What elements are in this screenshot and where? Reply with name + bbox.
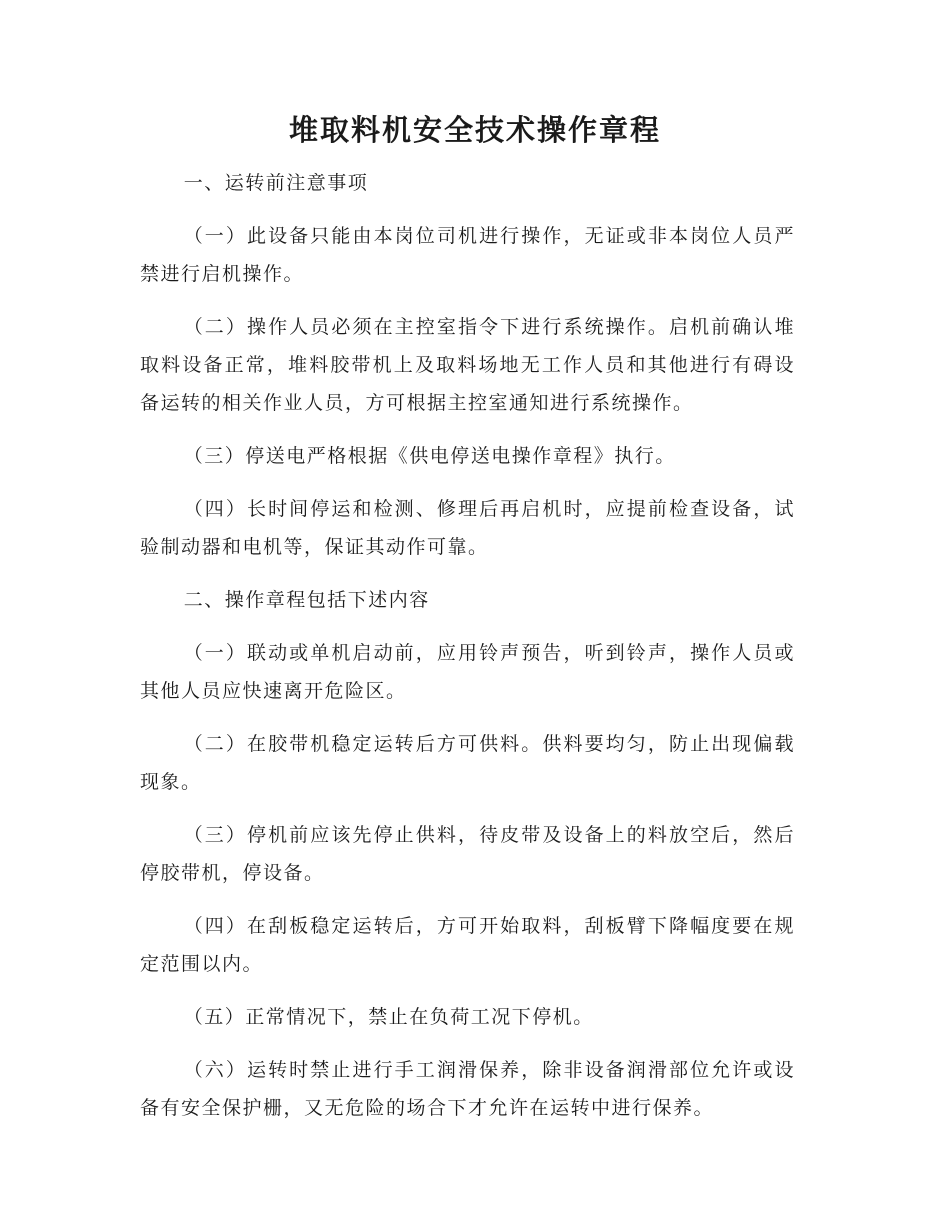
section-heading-2: 二、操作章程包括下述内容: [183, 589, 430, 611]
paragraph: （四）在刮板稳定运转后，方可开始取料，刮板臂下降幅度要在规定范围以内。: [140, 915, 795, 975]
document-title: 堆取料机安全技术操作章程: [288, 113, 661, 147]
paragraph: （五）正常情况下，禁止在负荷工况下停机。: [183, 1006, 594, 1028]
paragraph: （四）长时间停运和检测、修理后再启机时，应提前检查设备，试验制动器和电机等，保证其动作可靠。: [140, 498, 795, 558]
section-heading-1: 一、运转前注意事项: [183, 172, 369, 194]
paragraph: （一）此设备只能由本岗位司机进行操作，无证或非本岗位人员严禁进行启机操作。: [140, 225, 795, 285]
paragraph: （三）停送电严格根据《供电停送电操作章程》执行。: [183, 445, 676, 467]
paragraph: （一）联动或单机启动前，应用铃声预告，听到铃声，操作人员或其他人员应快速离开危险区。: [140, 642, 795, 702]
document-body: [140, 164, 795, 1142]
paragraph: （二）在胶带机稳定运转后方可供料。供料要均匀，防止出现偏载现象。: [140, 733, 795, 793]
paragraph: （三）停机前应该先停止供料，待皮带及设备上的料放空后，然后停胶带机，停设备。: [140, 824, 795, 884]
paragraph: （二）操作人员必须在主控室指令下进行系统操作。启机前确认堆取料设备正常，堆料胶带机上及取料场地无工作人员和其他进行有碍设备运转的相关作业人员，方可根据主控室通知进行系统操作。: [140, 316, 795, 414]
paragraph: （六）运转时禁止进行手工润滑保养，除非设备润滑部位允许或设备有安全保护栅，又无危险的场合下才允许在运转中进行保养。: [140, 1059, 795, 1119]
